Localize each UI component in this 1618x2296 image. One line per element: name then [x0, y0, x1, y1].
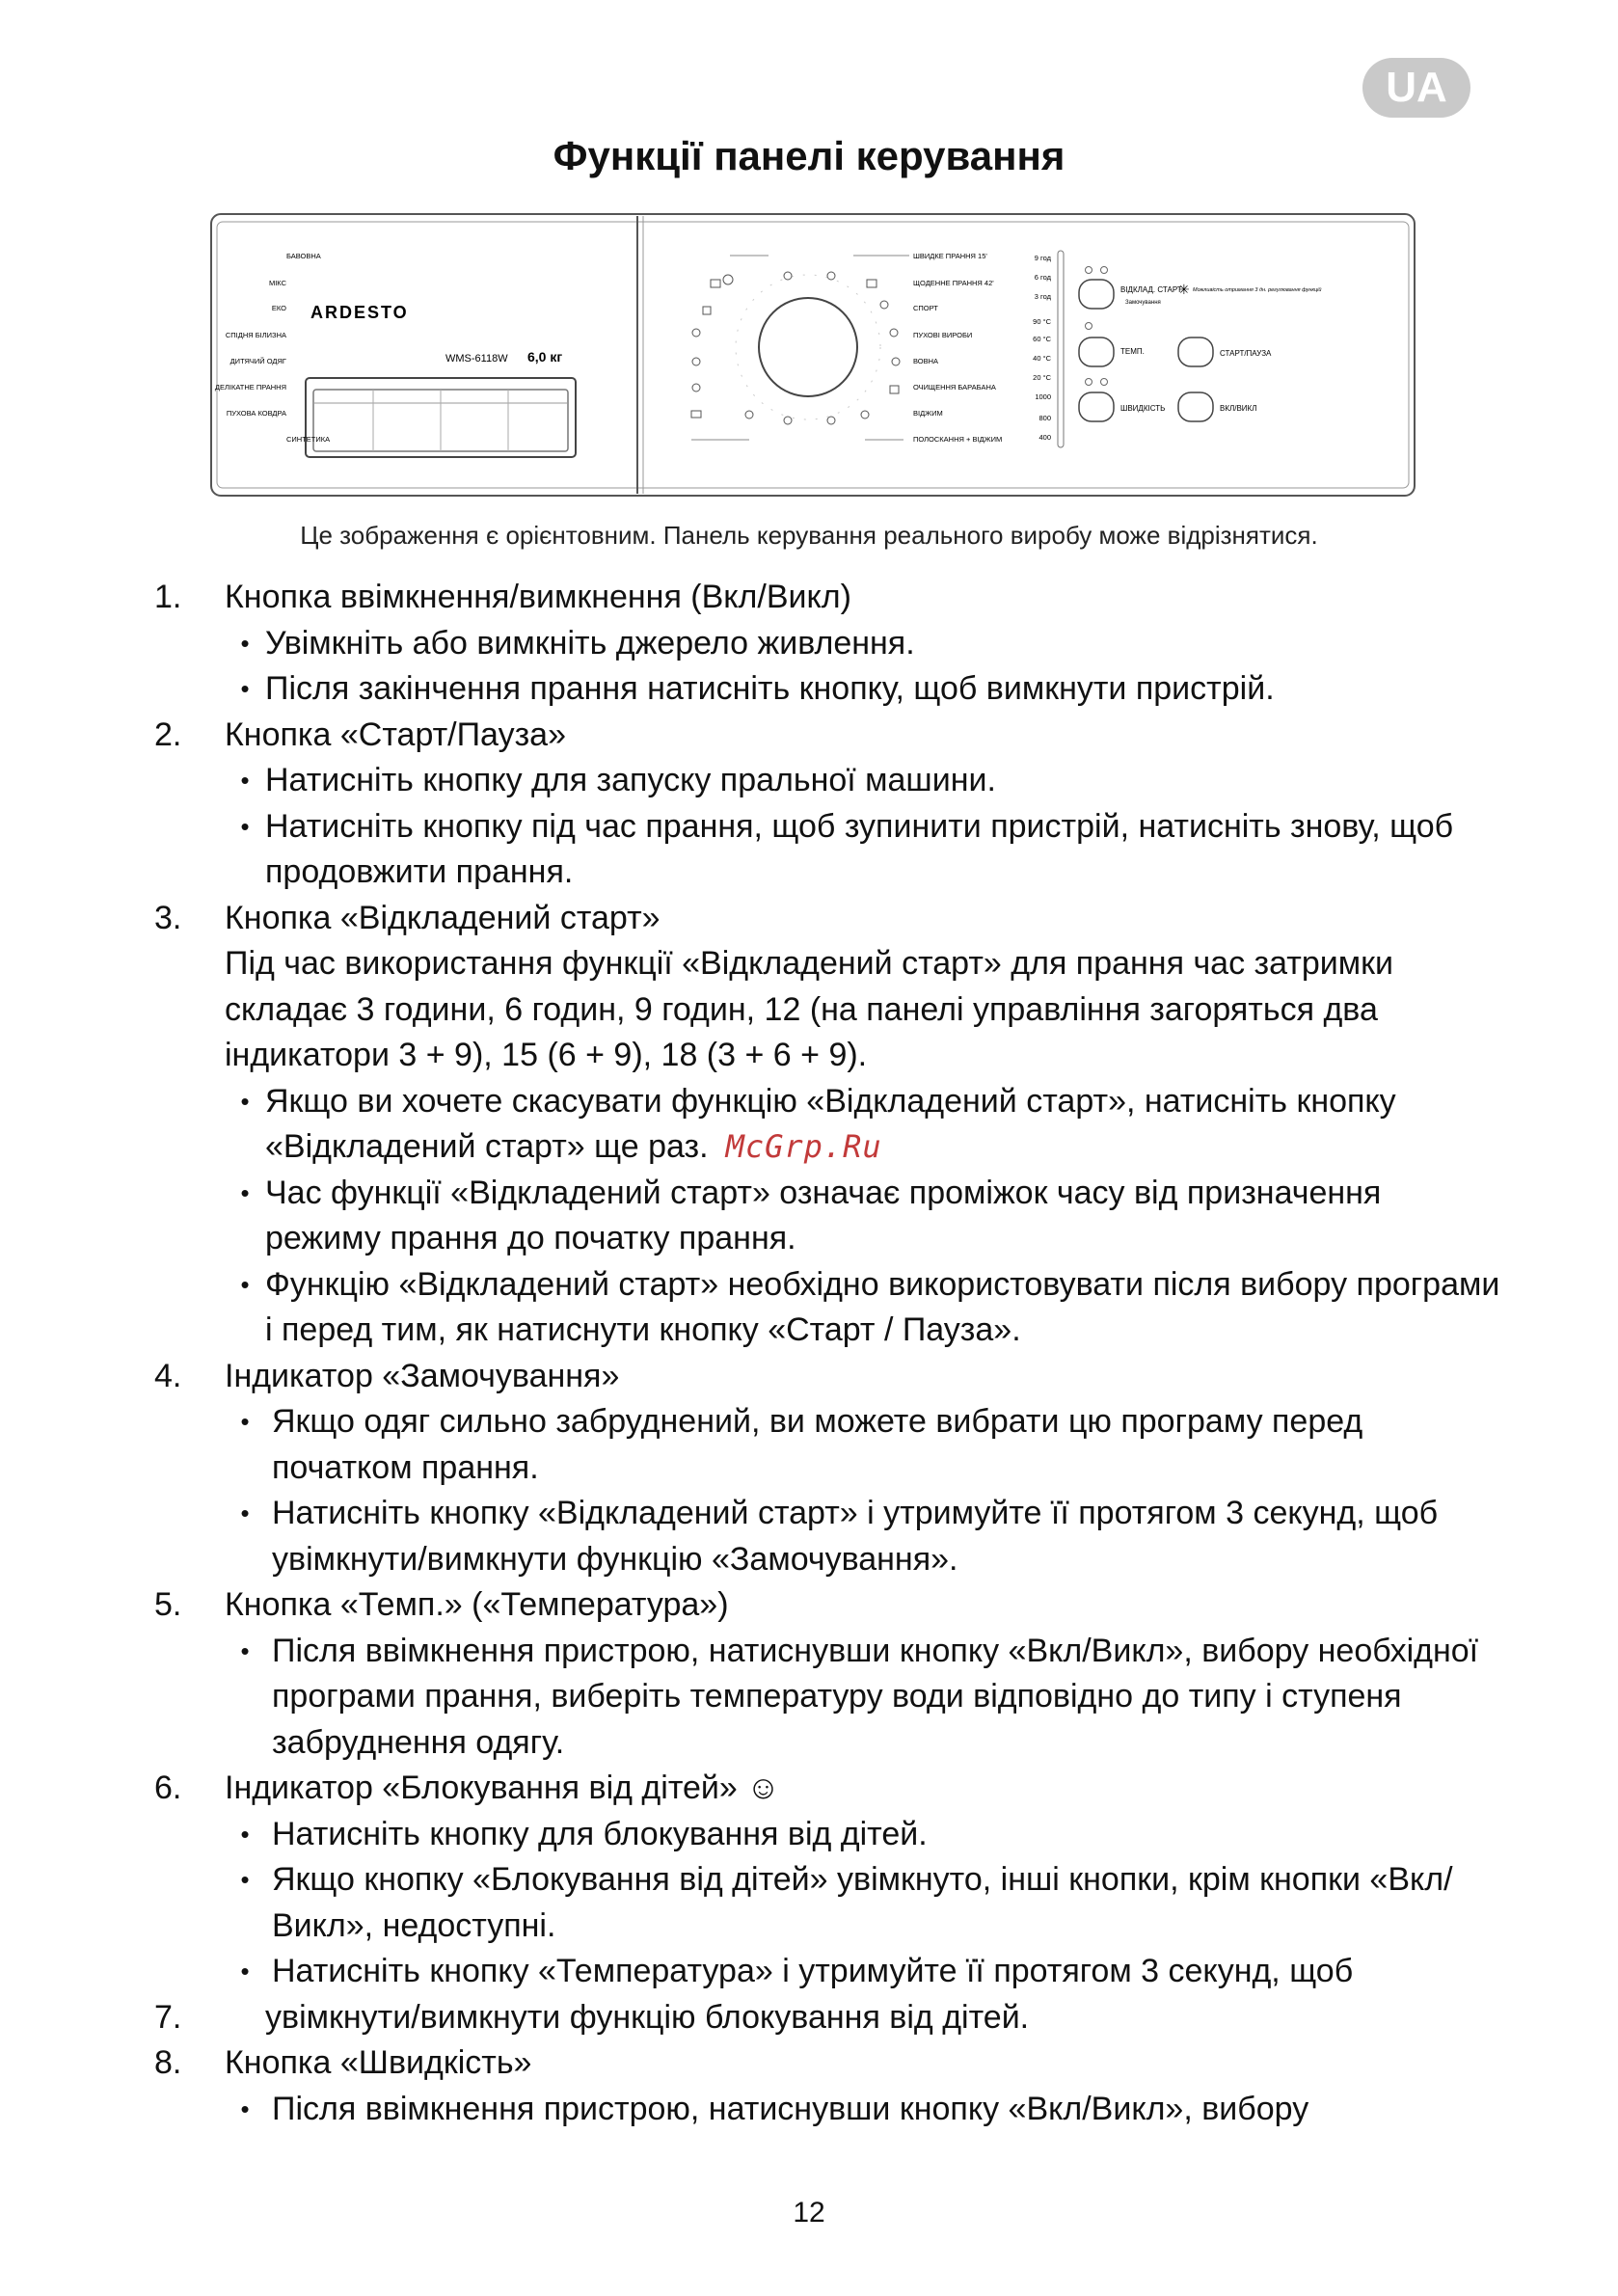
program-label: ПУХОВА КОВДРА — [226, 409, 286, 418]
list-item: 5. Кнопка «Темп.» («Температура») • Після ввімкнення пристрою, натиснувши кнопку «Вкл/Викл», вибору необхідної програми прання, виберіть температуру води відповідно до типу і ступеня забруднення одягу. — [154, 1582, 1504, 1766]
item-number: 1. — [154, 579, 182, 615]
program-label: СПІДНЯ БІЛИЗНА — [225, 331, 286, 339]
temperature-value: 90 °C — [1033, 317, 1051, 326]
item-number: 3. — [154, 899, 182, 936]
control-panel-illustration — [209, 212, 1419, 501]
list-item: 2. Кнопка «Старт/Пауза» • Натисніть кнопку для запуску пральної машини. • Натисніть кнопку під час прання, щоб зупинити пристрій, натисніть знову, щоб продовжити прання. — [154, 713, 1504, 896]
temperature-value: 20 °C — [1033, 373, 1051, 382]
program-label: ОЧИЩЕННЯ БАРАБАНА — [913, 383, 996, 392]
program-label: ВОВНА — [913, 357, 939, 365]
bullet-text: Натисніть кнопку «Температура» і утримуйте її протягом 3 секунд, щоб — [272, 1953, 1354, 1989]
capacity-label: 6,0 кг — [527, 349, 563, 365]
list-item: 8. Кнопка «Швидкість» • Після ввімкнення пристрою, натиснувши кнопку «Вкл/Викл», вибору — [154, 2040, 1504, 2132]
temperature-value: 60 °C — [1033, 335, 1051, 343]
item-number: 5. — [154, 1586, 182, 1623]
start-pause-button — [1178, 338, 1213, 366]
bullet-text: Після закінчення прання натисніть кнопку, щоб вимкнути пристрій. — [265, 670, 1275, 707]
program-label: ДЕЛІКАТНЕ ПРАННЯ — [214, 383, 286, 392]
item-number: 8. — [154, 2044, 182, 2081]
bullet-text: Натисніть кнопку «Відкладений старт» і утримуйте її протягом 3 секунд, щоб увімкнути/вимкнути функцію «Замочування». — [272, 1495, 1439, 1578]
item-number: 7. — [154, 1998, 182, 2036]
panel-note: Можливість отримання 3 дн. регулювання функцій — [1193, 287, 1322, 293]
delay-start-button — [1079, 280, 1114, 309]
bullet-text: Після ввімкнення пристрою, натиснувши кнопку «Вкл/Викл», вибору необхідної програми прання, виберіть температуру води відповідно до типу і ступеня забруднення одягу. — [272, 1632, 1479, 1761]
list-item: 4. Індикатор «Замочування» • Якщо одяг сильно забруднений, ви можете вибрати цю програму перед початком прання. • Натисніть кнопку «Відкладений старт» і утримуйте її протягом 3 секунд, щоб увімкнути/вимкнути функцію «Замочування». — [154, 1354, 1504, 1583]
item-number: 4. — [154, 1357, 182, 1394]
speed-value: 400 — [1038, 433, 1051, 442]
delay-value: 6 год — [1034, 273, 1051, 282]
program-label: ПУХОВІ ВИРОБИ — [913, 331, 973, 339]
power-label: ВКЛ/ВИКЛ — [1220, 404, 1257, 413]
temperature-value: 40 °C — [1033, 354, 1051, 363]
item-title: Кнопка «Темп.» («Температура») — [225, 1586, 729, 1623]
model-label: WMS-6118W — [445, 353, 508, 365]
bullet-text: Натисніть кнопку для запуску пральної машини. — [265, 762, 996, 798]
item-title: Індикатор «Блокування від дітей» ☺ — [225, 1769, 780, 1806]
program-label: БАВОВНА — [286, 252, 321, 260]
speed-value: 1000 — [1035, 392, 1051, 401]
brand-logo: ARDESTO — [310, 303, 409, 322]
bullet-text: Якщо ви хочете скасувати функцію «Відкладений старт», натисніть кнопку «Відкладений старт» ще раз. — [265, 1082, 1396, 1165]
speed-label: ШВИДКІСТЬ — [1120, 404, 1166, 413]
temp-label: ТЕМП. — [1120, 347, 1145, 356]
soak-label: Замочування — [1125, 300, 1161, 306]
item-title: увімкнути/вимкнути функцію блокування від дітей. — [265, 1998, 1030, 2036]
delay-value: 3 год — [1034, 292, 1051, 301]
control-panel-drawing — [209, 212, 1419, 501]
language-badge: UA — [1362, 58, 1470, 118]
item-title: Кнопка «Старт/Пауза» — [225, 716, 566, 753]
start-pause-label: СТАРТ/ПАУЗА — [1220, 349, 1272, 358]
list-item — [154, 1995, 1504, 2041]
program-label: ШВИДКЕ ПРАННЯ 15' — [913, 252, 987, 260]
bullet-text: Якщо одяг сильно забруднений, ви можете вибрати цю програму перед початком прання. — [272, 1403, 1363, 1486]
program-label: МІКС — [268, 279, 286, 287]
detergent-drawer — [306, 378, 576, 457]
program-knob — [759, 298, 857, 396]
program-label: СИНТЕТИКА — [286, 435, 331, 444]
item-title: Кнопка «Швидкість» — [225, 2044, 532, 2081]
page-title: Функції панелі керування — [553, 133, 1065, 178]
program-label: СПОРТ — [913, 304, 938, 312]
list-item: 1. Кнопка ввімкнення/вимкнення (Вкл/Викл) • Увімкніть або вимкніть джерело живлення. • Після закінчення прання натисніть кнопку, щоб вимкнути пристрій. — [154, 575, 1504, 713]
bullet-text: Увімкніть або вимкніть джерело живлення. — [265, 624, 915, 662]
item-number: 6. — [154, 1769, 182, 1806]
program-label: ЩОДЕННЕ ПРАННЯ 42' — [913, 279, 994, 287]
page-number: 12 — [793, 2197, 825, 2228]
panel-caption: Це зображення є орієнтовним. Панель керування реального виробу може відрізнятися. — [300, 521, 1318, 550]
instructions-list — [154, 575, 1504, 2132]
bullet-text: Натисніть кнопку для блокування від дітей. — [272, 1815, 928, 1852]
item-title: Кнопка ввімкнення/вимкнення (Вкл/Викл) — [225, 579, 851, 615]
list-item: 6. Індикатор «Блокування від дітей» ☺ • Натисніть кнопку для блокування від дітей. • Якщо кнопку «Блокування від дітей» увімкнуто, інші кнопки, крім кнопки «Вкл/Викл», недоступні. • Натисніть кнопку «Температура» і утримуйте її протягом 3 секунд, щоб — [154, 1766, 1504, 1995]
speed-value: 800 — [1038, 414, 1051, 422]
item-title: Індикатор «Замочування» — [225, 1357, 620, 1394]
item-number: 2. — [154, 716, 182, 753]
temp-button — [1079, 338, 1114, 366]
bullet-text: Час функції «Відкладений старт» означає проміжок часу від призначення режиму прання до початку прання. — [265, 1174, 1382, 1256]
speed-button — [1079, 392, 1114, 421]
item-paragraph: Під час використання функції «Відкладений старт» для прання час затримки складає 3 години, 6 годин, 9 годин, 12 (на панелі управління загоряться два індикатори 3 + 9), 15 (6 + 9), 18 (3 + 6 + 9). — [225, 945, 1393, 1073]
delay-start-label: ВІДКЛАД. СТАРТ — [1120, 285, 1182, 294]
bullet-text: Натисніть кнопку під час прання, щоб зупинити пристрій, натисніть знову, щоб продовжити прання. — [265, 807, 1454, 890]
bullet-text: Після ввімкнення пристрою, натиснувши кнопку «Вкл/Викл», вибору — [272, 2090, 1309, 2127]
item-title: Кнопка «Відкладений старт» — [225, 899, 661, 936]
bullet-text: Функцію «Відкладений старт» необхідно використовувати після вибору програми і перед тим, як натиснути кнопку «Старт / Пауза». — [265, 1265, 1500, 1348]
watermark: McGrp.Ru — [725, 1128, 882, 1165]
program-label: ВІДЖИМ — [913, 409, 943, 418]
delay-value: 9 год — [1034, 254, 1051, 262]
program-label: ДИТЯЧИЙ ОДЯГ — [229, 357, 286, 365]
list-item: 3. Кнопка «Відкладений старт» Під час використання функції «Відкладений старт» для прання час затримки складає 3 години, 6 годин, 9 годин, 12 (на панелі управління загоряться два індикатори 3 + 9), 15 (6 + 9), 18 (3 + 6 + 9). • Якщо ви хочете скасувати функцію «Відкладений старт», натисніть кнопку «Відкладений старт» ще раз. McGrp.Ru • Час функції «Відкладений старт» означає проміжок часу від призначення режиму прання до початку прання. • Функцію «Відкладений старт» необхідно використовувати після вибору програми і перед тим, як натиснути кнопку «Старт / Пауза». — [154, 896, 1504, 1354]
bullet-text: Якщо кнопку «Блокування від дітей» увімкнуто, інші кнопки, крім кнопки «Вкл/Викл», недоступні. — [272, 1861, 1453, 1944]
program-label: ПОЛОСКАННЯ + ВІДЖИМ — [913, 435, 1003, 444]
program-label: ЕКО — [271, 304, 286, 312]
power-button — [1178, 392, 1213, 421]
snowflake-icon: ✳ — [1178, 282, 1190, 297]
